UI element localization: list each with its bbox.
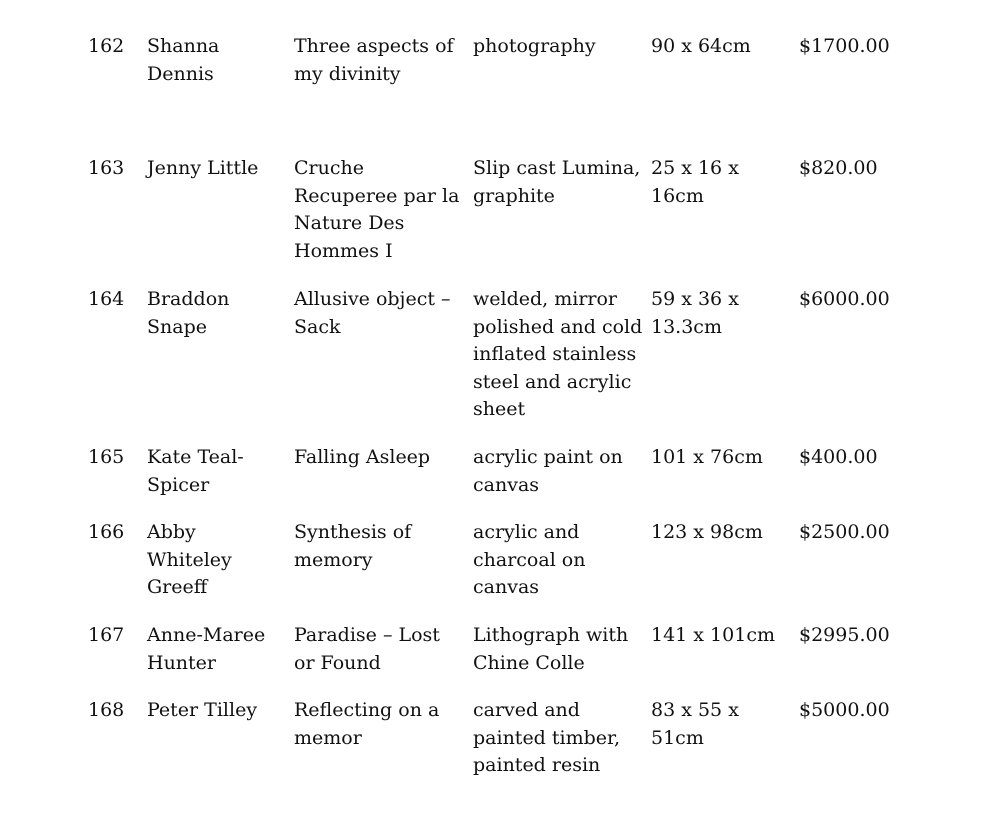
artwork-price	[799, 444, 949, 472]
title-line: memor	[294, 726, 362, 749]
title-line: Recuperee par la	[294, 184, 460, 207]
artist-name	[147, 697, 285, 725]
artwork-title	[294, 622, 466, 677]
title-line: Reflecting on a	[294, 699, 440, 721]
entry-number	[88, 444, 138, 472]
artwork-price	[799, 155, 949, 183]
entry-number-text: 164	[88, 288, 125, 310]
price-text: $5000.00	[799, 699, 890, 721]
price-text: $1700.00	[799, 35, 890, 57]
artist-line: Jenny Little	[147, 157, 259, 179]
artwork-medium	[473, 519, 643, 602]
artist-name	[147, 155, 285, 183]
artwork-size	[651, 622, 791, 650]
price-text: $2500.00	[799, 521, 890, 543]
artwork-size	[651, 33, 791, 61]
title-line: Nature Des	[294, 212, 405, 235]
entry-number	[88, 622, 138, 650]
size-line: 59 x 36 x	[651, 288, 739, 310]
size-line: 16cm	[651, 184, 704, 207]
artwork-price	[799, 622, 949, 650]
artwork-title	[294, 286, 466, 341]
medium-line: sheet	[473, 398, 526, 421]
artwork-size	[651, 444, 791, 472]
title-line: Allusive object –	[294, 288, 451, 310]
artist-line: Dennis	[147, 62, 214, 85]
medium-line: acrylic and	[473, 521, 580, 543]
medium-line: canvas	[473, 473, 540, 496]
medium-line: welded, mirror	[473, 288, 618, 310]
artist-line: Kate Teal-	[147, 446, 244, 468]
artwork-title	[294, 697, 466, 752]
medium-line: inflated stainless	[473, 343, 637, 366]
artist-name	[147, 444, 285, 499]
title-line: Synthesis of	[294, 521, 412, 543]
size-line: 101 x 76cm	[651, 446, 763, 468]
medium-line: steel and acrylic	[473, 370, 632, 393]
medium-line: painted timber,	[473, 726, 621, 749]
medium-line: Lithograph with	[473, 624, 629, 646]
price-text: $2995.00	[799, 624, 890, 646]
title-line: or Found	[294, 651, 381, 674]
artwork-medium	[473, 444, 643, 499]
artwork-price	[799, 286, 949, 314]
artwork-title	[294, 33, 466, 88]
medium-line: Slip cast Lumina,	[473, 157, 641, 179]
artist-line: Greeff	[147, 576, 208, 599]
artwork-size	[651, 155, 791, 210]
title-line: my divinity	[294, 62, 401, 85]
entry-number-text: 167	[88, 624, 125, 646]
medium-line: Chine Colle	[473, 651, 585, 674]
entry-number-text: 168	[88, 699, 125, 721]
size-line: 90 x 64cm	[651, 35, 751, 57]
entry-number-text: 163	[88, 157, 125, 179]
artist-line: Spicer	[147, 473, 210, 496]
title-line: Falling Asleep	[294, 446, 431, 468]
artist-line: Snape	[147, 315, 207, 338]
size-line: 123 x 98cm	[651, 521, 763, 543]
medium-line: graphite	[473, 184, 555, 207]
size-line: 13.3cm	[651, 315, 722, 338]
entry-number-text: 165	[88, 446, 125, 468]
medium-line: photography	[473, 35, 596, 57]
price-text: $820.00	[799, 157, 878, 179]
artist-name	[147, 622, 285, 677]
price-text: $400.00	[799, 446, 878, 468]
artist-line: Shanna	[147, 35, 220, 57]
artwork-title	[294, 155, 466, 265]
medium-line: painted resin	[473, 754, 601, 777]
price-text: $6000.00	[799, 288, 890, 310]
artist-line: Hunter	[147, 651, 217, 674]
title-line: Three aspects of	[294, 35, 454, 57]
size-line: 51cm	[651, 726, 704, 749]
medium-line: polished and cold	[473, 315, 643, 338]
medium-line: canvas	[473, 576, 540, 599]
entry-number	[88, 519, 138, 547]
entry-number	[88, 697, 138, 725]
artist-line: Peter Tilley	[147, 699, 258, 721]
artwork-price	[799, 519, 949, 547]
artwork-medium	[473, 622, 643, 677]
artwork-size	[651, 286, 791, 341]
entry-number-text: 166	[88, 521, 125, 543]
artwork-medium	[473, 155, 643, 210]
artwork-price	[799, 33, 949, 61]
size-line: 25 x 16 x	[651, 157, 739, 179]
artwork-medium	[473, 697, 643, 780]
medium-line: carved and	[473, 699, 580, 721]
artwork-medium	[473, 286, 643, 424]
artist-name	[147, 286, 285, 341]
medium-line: acrylic paint on	[473, 446, 623, 468]
entry-number	[88, 33, 138, 61]
entry-number	[88, 155, 138, 183]
title-line: memory	[294, 548, 373, 571]
entry-number	[88, 286, 138, 314]
title-line: Hommes I	[294, 239, 393, 262]
title-line: Cruche	[294, 157, 364, 179]
artist-line: Abby	[147, 521, 196, 543]
title-line: Sack	[294, 315, 341, 338]
entry-number-text: 162	[88, 35, 125, 57]
artist-line: Anne-Maree	[147, 624, 266, 646]
artist-name	[147, 519, 285, 602]
size-line: 141 x 101cm	[651, 624, 775, 646]
artwork-title	[294, 519, 466, 574]
artwork-price	[799, 697, 949, 725]
artist-name	[147, 33, 285, 88]
artwork-title	[294, 444, 466, 472]
title-line: Paradise – Lost	[294, 624, 440, 646]
artist-line: Whiteley	[147, 548, 232, 571]
medium-line: charcoal on	[473, 548, 586, 571]
artwork-size	[651, 697, 791, 752]
artist-line: Braddon	[147, 288, 230, 310]
size-line: 83 x 55 x	[651, 699, 739, 721]
artwork-size	[651, 519, 791, 547]
artwork-medium	[473, 33, 643, 61]
